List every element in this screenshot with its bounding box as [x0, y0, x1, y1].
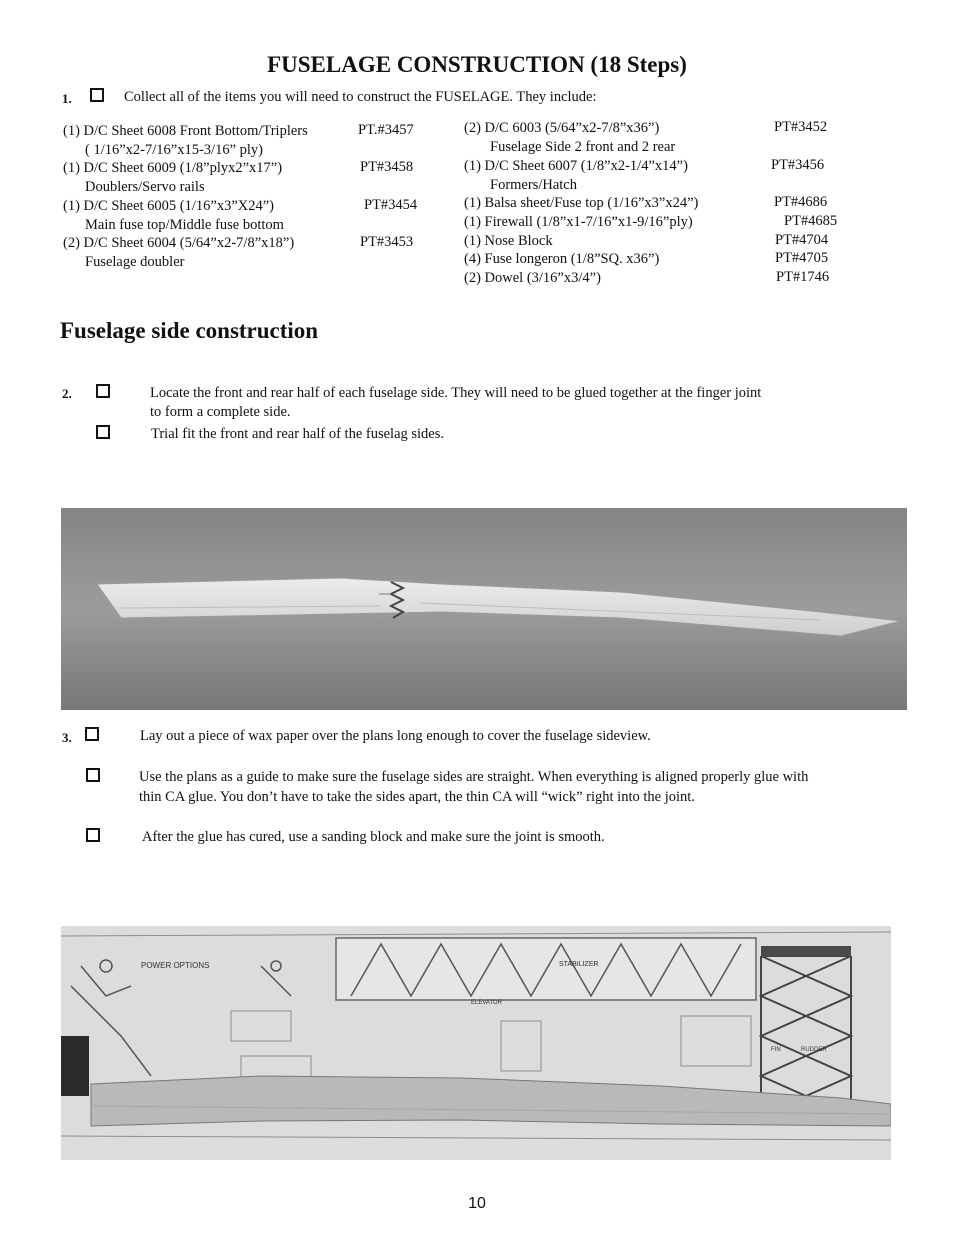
part-line: (1) Firewall (1/8”x1-7/16”x1-9/16”ply)	[464, 214, 693, 230]
step-2-text-continued: to form a complete side.	[150, 404, 291, 420]
part-line: (1) D/C Sheet 6007 (1/8”x2-1/4”x14”)	[464, 158, 688, 174]
plans-label-power-options: POWER OPTIONS	[141, 961, 210, 970]
part-line: (1) D/C Sheet 6008 Front Bottom/Triplers	[63, 123, 308, 139]
step-1-text: Collect all of the items you will need to construct the FUSELAGE. They include:	[124, 89, 597, 105]
part-line: (2) D/C 6003 (5/64”x2-7/8”x36”)	[464, 120, 660, 136]
step-2-text: Locate the front and rear half of each fuselage side. They will need to be glued together at the finger joint	[150, 385, 762, 401]
step-3-subtask: After the glue has cured, use a sanding block and make sure the joint is smooth.	[142, 829, 605, 845]
plans-label-stabilizer: STABILIZER	[559, 961, 599, 968]
part-detail: Fuselage Side 2 front and 2 rear	[490, 139, 676, 155]
fuselage-side-photo	[61, 508, 907, 710]
part-number: PT#1746	[776, 269, 830, 285]
part-line: (1) D/C Sheet 6009 (1/8”plyx2”x17”)	[63, 160, 283, 176]
section-heading: Fuselage side construction	[60, 318, 319, 343]
part-line: (1) Balsa sheet/Fuse top (1/16”x3”x24”)	[464, 195, 699, 211]
plans-photo	[61, 926, 891, 1160]
part-line: (4) Fuse longeron (1/8”SQ. x36”)	[464, 251, 660, 267]
checkbox-icon[interactable]	[96, 425, 110, 439]
step-3-text: Lay out a piece of wax paper over the plans long enough to cover the fuselage sideview.	[140, 728, 651, 744]
step-2-number: 2.	[62, 386, 72, 401]
step-3-subtask-continued: thin CA glue. You don’t have to take the sides apart, the thin CA will “wick” right into the joint.	[139, 789, 695, 805]
part-line: (2) D/C Sheet 6004 (5/64”x2-7/8”x18”)	[63, 235, 295, 251]
part-detail: Doublers/Servo rails	[85, 179, 205, 195]
checkbox-icon[interactable]	[86, 828, 100, 842]
checkbox-icon[interactable]	[90, 88, 104, 102]
part-detail: ( 1/16”x2-7/16”x15-3/16” ply)	[85, 142, 263, 158]
step-2-subtask: Trial fit the front and rear half of the fuselag sides.	[151, 426, 445, 442]
part-number: PT.#3457	[358, 122, 414, 138]
part-line: (1) D/C Sheet 6005 (1/16”x3”X24”)	[63, 198, 275, 214]
page-number: 10	[468, 1195, 486, 1212]
part-number: PT#4704	[775, 232, 829, 248]
plans-photo-illustration	[61, 926, 891, 1160]
part-number: PT#3458	[360, 159, 414, 175]
page-title: FUSELAGE CONSTRUCTION (18 Steps)	[267, 52, 687, 77]
step-1-number: 1.	[62, 91, 72, 106]
part-number: PT#3452	[774, 119, 828, 135]
part-number: PT#3456	[771, 157, 825, 173]
parts-list-left	[63, 122, 433, 282]
parts-list-right	[464, 119, 864, 294]
finger-joint-photo-illustration	[61, 508, 907, 710]
part-line: (1) Nose Block	[464, 233, 553, 249]
checkbox-icon[interactable]	[85, 727, 99, 741]
part-detail: Formers/Hatch	[490, 177, 577, 193]
step-3-subtask: Use the plans as a guide to make sure the fuselage sides are straight. When everything is aligned properly glue with	[139, 769, 809, 785]
part-detail: Fuselage doubler	[85, 254, 185, 270]
checkbox-icon[interactable]	[96, 384, 110, 398]
part-line: (2) Dowel (3/16”x3/4”)	[464, 270, 601, 286]
plans-label-fin: FIN	[771, 1047, 781, 1053]
part-number: PT#4686	[774, 194, 828, 210]
part-detail: Main fuse top/Middle fuse bottom	[85, 217, 284, 233]
plans-label-rudder: RUDDER	[801, 1047, 827, 1053]
part-number: PT#3454	[364, 197, 418, 213]
step-3-number: 3.	[62, 730, 72, 745]
checkbox-icon[interactable]	[86, 768, 100, 782]
part-number: PT#4705	[775, 250, 829, 266]
part-number: PT#4685	[784, 213, 838, 229]
plans-label-elevator: ELEVATOR	[471, 1000, 503, 1006]
part-number: PT#3453	[360, 234, 414, 250]
